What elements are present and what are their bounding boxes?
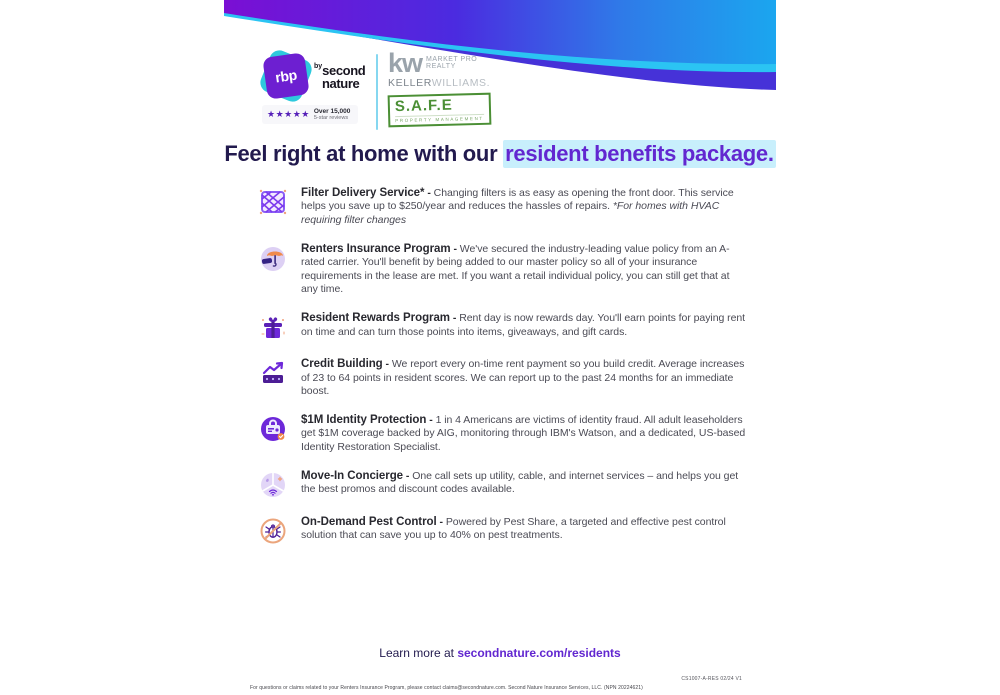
fine-print: For questions or claims related to your Renters Insurance Program, please contact claims@secondnature.com. Second Nature Insurance Services, LLC. (NPN 20224621) xyxy=(250,685,643,691)
benefit-text xyxy=(301,242,746,296)
heading-highlight: resident benefits package. xyxy=(505,141,774,166)
benefit-item xyxy=(258,242,746,296)
benefit-separator: - xyxy=(453,242,457,255)
logo-divider xyxy=(376,54,378,130)
benefit-item xyxy=(258,413,746,454)
by-label: by xyxy=(314,62,323,70)
page-title xyxy=(224,141,776,167)
heading-prefix: Feel right at home with our xyxy=(224,141,504,166)
benefit-description: We've secured the industry-leading value policy from an A-rated carrier. You'll benefit by being added to our master policy so all of your insurance requirements in the lease are met. If you want a retail individual policy, you can still get that at any time. xyxy=(301,242,730,295)
kw-sub-line1: MARKET PRO xyxy=(426,56,478,63)
benefit-text xyxy=(301,413,746,454)
residents-link[interactable]: secondnature.com/residents xyxy=(457,646,621,660)
safe-logo xyxy=(388,92,491,127)
benefit-description: Rent day is now rewards day. You'll earn points for paying rent on time and can turn those points into items, giveaways, and gift cards. xyxy=(301,312,746,338)
five-stars-icon: ★★★★★ xyxy=(267,109,310,120)
benefit-separator: - xyxy=(405,469,410,482)
kw-sub-line2: REALTY xyxy=(426,63,456,71)
benefit-separator: - xyxy=(429,413,433,426)
benefit-text xyxy=(301,311,746,342)
brand-line2: nature xyxy=(322,76,360,92)
keller-williams-wordmark: KELLERWILLIAMS. xyxy=(388,76,491,89)
benefit-separator: - xyxy=(385,358,389,371)
pest-control-icon xyxy=(258,516,288,546)
benefit-icon-slot xyxy=(258,414,288,444)
benefit-item xyxy=(258,515,746,546)
benefit-text xyxy=(301,186,746,227)
learn-more-line xyxy=(224,646,776,660)
reviews-count: Over 15,000 xyxy=(313,108,351,115)
benefit-item xyxy=(258,357,746,398)
benefit-title: Credit Building xyxy=(301,358,383,371)
benefit-title: On-Demand Pest Control xyxy=(301,515,437,528)
benefit-separator: - xyxy=(439,515,443,528)
rbp-badge-icon xyxy=(264,54,308,98)
benefits-list xyxy=(258,186,746,561)
logo-row xyxy=(262,48,491,130)
benefit-text xyxy=(301,469,746,500)
benefit-description: We report every on-time rent payment so you build credit. Average increases of 23 to 64 points in resident scores. We can report up to the past 24 months for an immediate boost. xyxy=(301,358,745,397)
rbp-logo-block xyxy=(262,52,368,124)
benefit-description: Changing filters is as easy as opening the front door. This service helps you save up to $250/year and reduces the hassles of repairs. xyxy=(301,187,734,213)
gift-icon xyxy=(258,312,288,342)
document-code: CS1007-A-RES 02/24 V1 xyxy=(681,676,742,682)
reviews-caption: 5-star reviews xyxy=(313,115,349,122)
benefit-icon-slot xyxy=(258,312,288,342)
rbp-badge-label: rbp xyxy=(274,66,298,86)
benefit-icon-slot xyxy=(258,358,288,388)
partner-logo-block xyxy=(388,48,491,126)
umbrella-icon xyxy=(258,243,288,273)
benefit-item xyxy=(258,311,746,342)
benefit-title: Renters Insurance Program xyxy=(301,242,451,255)
learn-more-prefix: Learn more at xyxy=(379,646,458,660)
reviews-badge xyxy=(262,105,358,124)
concierge-icon xyxy=(258,470,288,500)
benefit-separator: - xyxy=(427,187,431,199)
benefit-icon-slot xyxy=(258,516,288,546)
benefit-title: Filter Delivery Service* xyxy=(301,187,425,199)
benefit-description: Powered by Pest Share, a targeted and effective pest control solution that can save you up to 40% on pest treatments. xyxy=(301,515,726,542)
benefit-text xyxy=(301,357,746,398)
brand-line1: second xyxy=(322,62,366,78)
benefit-title: Resident Rewards Program xyxy=(301,312,450,325)
filter-icon xyxy=(258,187,288,217)
benefit-description: 1 in 4 Americans are victims of identity fraud. All adult leaseholders get $1M coverage backed by AIG, monitoring through IBM's Watson, and a dedicated, US-based Identity Restoration Specialist. xyxy=(301,413,746,453)
benefit-text xyxy=(301,515,746,546)
safe-name: S.A.F.E xyxy=(394,96,453,115)
benefit-footnote: *For homes with HVAC requiring filter changes xyxy=(301,200,720,226)
credit-chart-icon xyxy=(258,358,288,388)
identity-lock-icon xyxy=(258,414,288,444)
kw-logo: kw xyxy=(388,48,423,78)
flyer-page xyxy=(224,0,776,695)
second-nature-wordmark xyxy=(314,64,365,90)
benefit-title: Move-In Concierge xyxy=(301,469,404,482)
benefit-icon-slot xyxy=(258,187,288,217)
benefit-item xyxy=(258,469,746,500)
benefit-item xyxy=(258,186,746,227)
benefit-description: One call sets up utility, cable, and internet services – and helps you get the best promos and discount codes available. xyxy=(301,469,739,496)
benefit-icon-slot xyxy=(258,243,288,273)
safe-subtitle: PROPERTY MANAGEMENT xyxy=(395,115,484,123)
benefit-separator: - xyxy=(452,312,457,325)
benefit-icon-slot xyxy=(258,470,288,500)
benefit-title: $1M Identity Protection xyxy=(301,413,427,426)
